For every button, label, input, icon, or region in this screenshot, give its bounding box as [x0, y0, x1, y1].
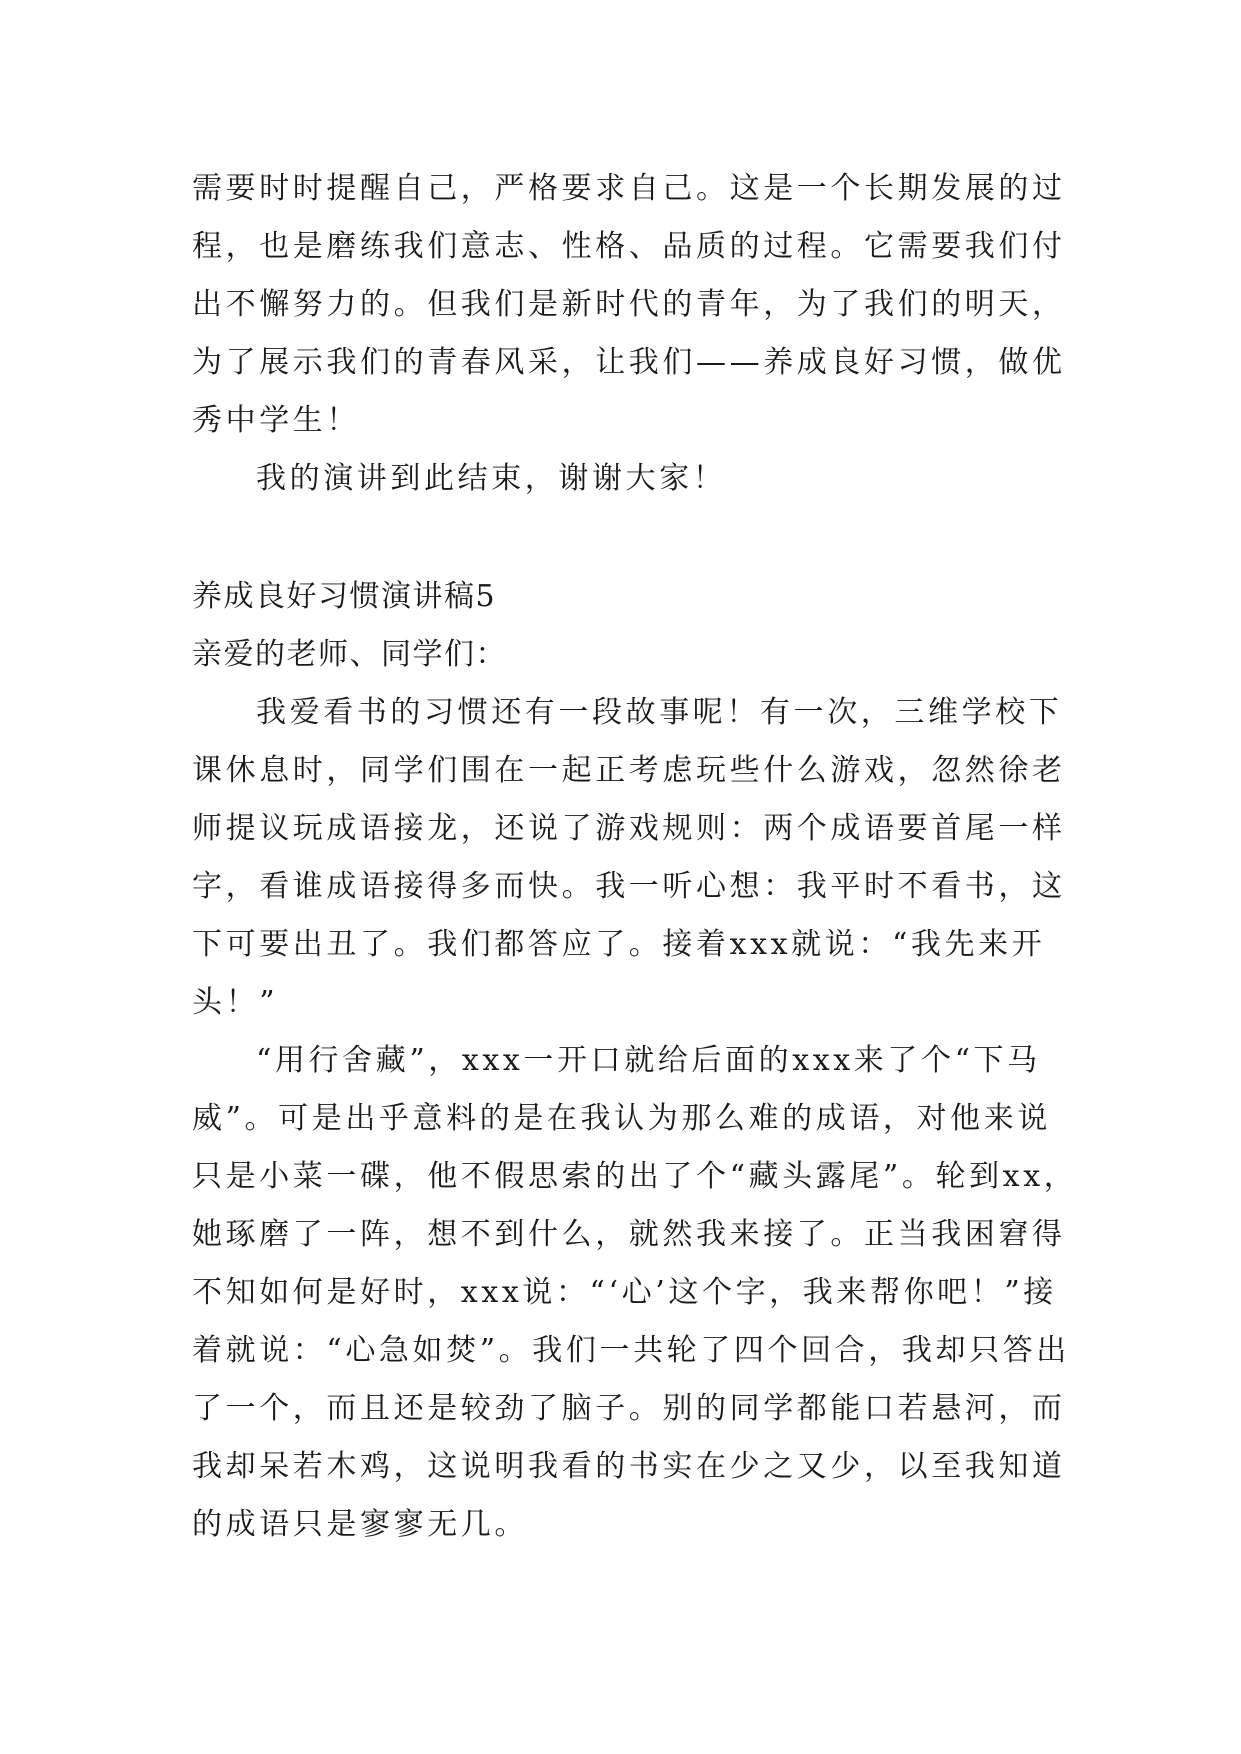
- paragraph-line: 头！”: [192, 985, 279, 1020]
- section-title: 养成良好习惯演讲稿5: [192, 579, 497, 614]
- paragraph-line: 师提议玩成语接龙，还说了游戏规则：两个成语要首尾一样: [192, 811, 1066, 846]
- paragraph-line: 着就说：“心急如焚”。我们一共轮了四个回合，我却只答出: [192, 1333, 1070, 1368]
- paragraph-line: 的成语只是寥寥无几。: [192, 1507, 528, 1542]
- paragraph-line: 我爱看书的习惯还有一段故事呢！有一次，三维学校下: [256, 695, 1063, 730]
- text-line: 为了展示我们的青春风采，让我们——养成良好习惯，做优: [192, 345, 1066, 380]
- paragraph-line: 下可要出丑了。我们都答应了。接着xxx就说：“我先来开: [192, 927, 1046, 962]
- document-body: [192, 160, 1078, 1554]
- salutation: 亲爱的老师、同学们：: [192, 637, 507, 672]
- paragraph-line: 课休息时，同学们围在一起正考虑玩些什么游戏，忽然徐老: [192, 753, 1066, 788]
- paragraph-line: “用行舍藏”，xxx一开口就给后面的xxx来了个“下马: [256, 1043, 1041, 1078]
- paragraph-line: 不知如何是好时，xxx说：“‘心’这个字，我来帮你吧！”接: [192, 1275, 1057, 1310]
- section-spacer: [192, 508, 1054, 568]
- paragraph-line: 她琢磨了一阵，想不到什么，就然我来接了。正当我困窘得: [192, 1217, 1066, 1252]
- text-line: 需要时时提醒自己，严格要求自己。这是一个长期发展的过: [192, 171, 1066, 206]
- text-line: 程，也是磨练我们意志、性格、品质的过程。它需要我们付: [192, 229, 1066, 264]
- paragraph-line: 只是小菜一碟，他不假思索的出了个“藏头露尾”。轮到xx，: [192, 1159, 1078, 1194]
- paragraph-line: 我却呆若木鸡，这说明我看的书实在少之又少，以至我知道: [192, 1449, 1066, 1484]
- text-line: 秀中学生！: [192, 403, 360, 438]
- paragraph-line: 字，看谁成语接得多而快。我一听心想：我平时不看书，这: [192, 869, 1066, 904]
- paragraph-line: 威”。可是出乎意料的是在我认为那么难的成语，对他来说: [192, 1101, 1051, 1136]
- paragraph-line: 了一个，而且还是较劲了脑子。别的同学都能口若悬河，而: [192, 1391, 1066, 1426]
- closing-line: 我的演讲到此结束，谢谢大家！: [256, 461, 727, 496]
- text-line: 出不懈努力的。但我们是新时代的青年，为了我们的明天，: [192, 287, 1066, 322]
